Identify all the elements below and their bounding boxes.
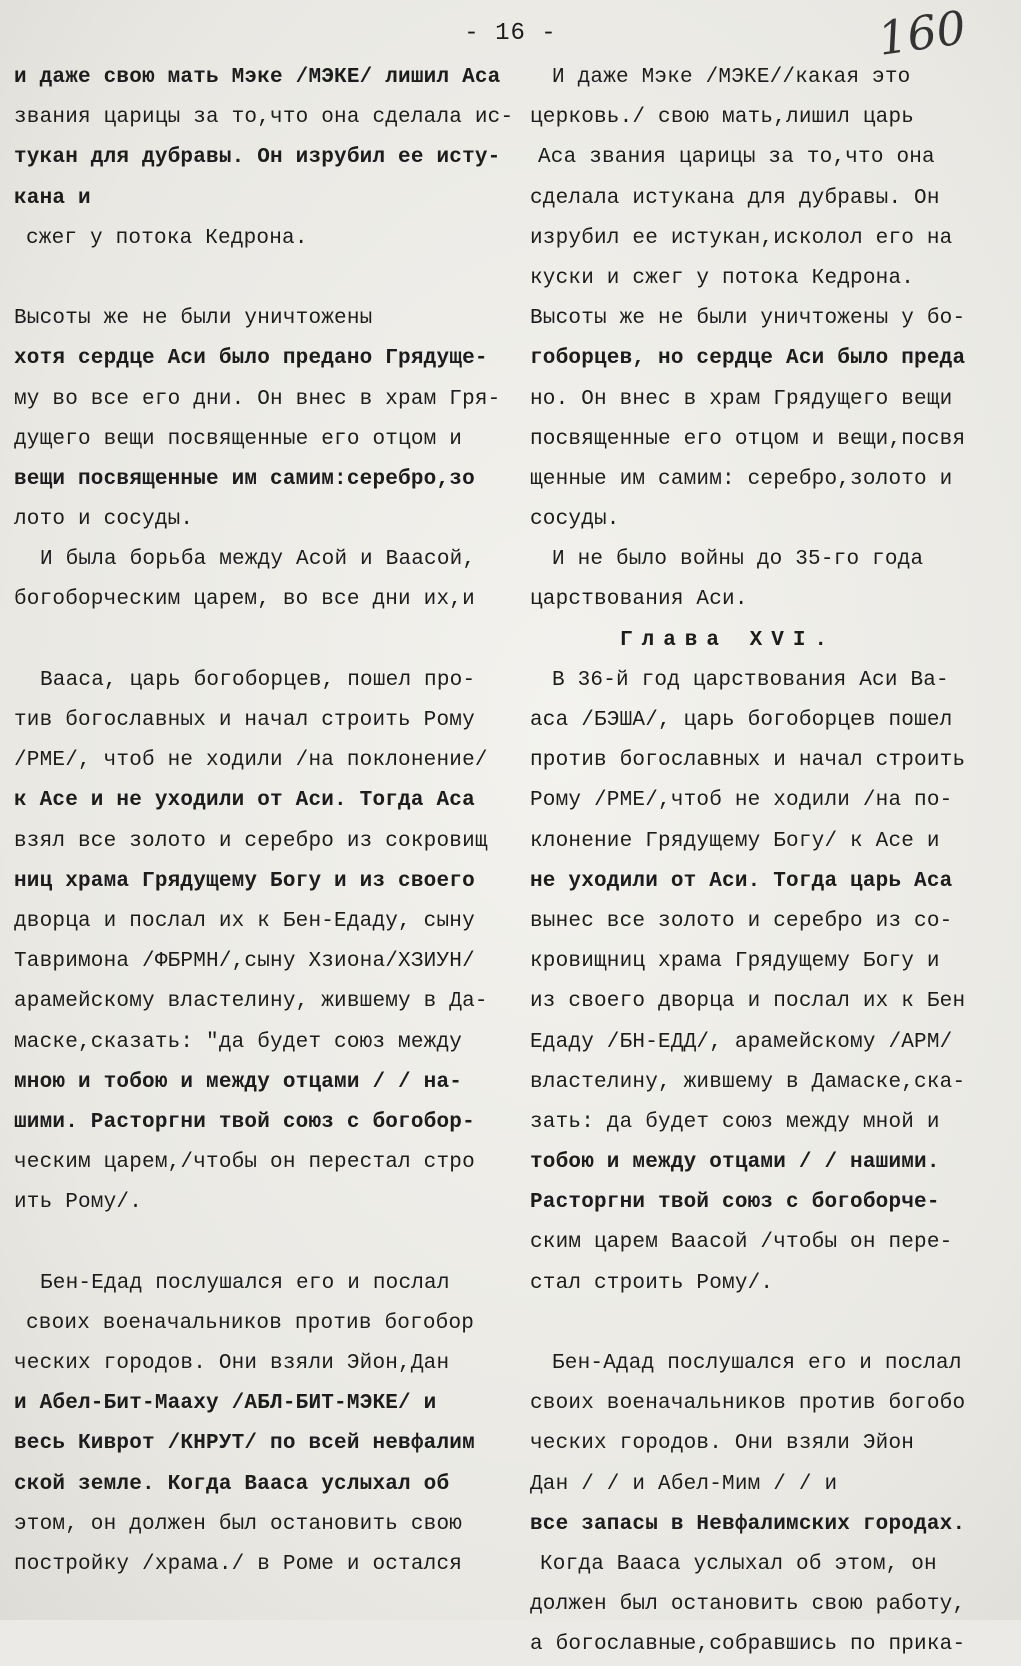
text-line: изрубил ее истукан,исколол его на [530, 226, 953, 250]
left-column [14, 58, 514, 1585]
text-line: ниц храма Грядущему Богу и из своего [14, 869, 475, 893]
text-line: ским царем Ваасой /чтобы он пере- [530, 1231, 953, 1255]
text-line: клонение Грядущему Богу/ к Асе и [530, 829, 940, 853]
page-number: - 16 - [464, 20, 557, 47]
text-line: Глава XVI. [620, 628, 837, 652]
text-line: Вааса, царь богоборцев, пошел про- [40, 668, 476, 692]
text-line: дущего вещи посвященные его отцом и [14, 427, 463, 451]
handwritten-folio-number: 160 [874, 0, 970, 66]
text-line: аса /БЭША/, царь богоборцев пошел [530, 709, 953, 732]
text-line [14, 621, 514, 661]
text-line: вещи посвященные им самим:серебро,зо [14, 467, 475, 491]
text-line: весь Киврот /КНРУТ/ по всей невфалим [14, 1432, 475, 1456]
text-line: но. Он внес в храм Грядущего вещи [530, 387, 953, 411]
text-line: должен был остановить свою работу, [530, 1593, 966, 1617]
text-line: хотя сердце Аси было предано Грядуще- [14, 347, 488, 371]
text-line: Высоты же не были уничтожены у бо- [530, 307, 966, 331]
text-line: к Асе и не уходили от Аси. Тогда Аса [14, 789, 475, 813]
text-line: Тавримона /ФБРМН/,сыну Хзиона/ХЗИУН/ [14, 950, 475, 974]
text-line: тукан для дубравы. Он изрубил ее исту- [14, 146, 501, 170]
text-line: вынес все золото и серебро из со- [530, 909, 953, 933]
text-line: лото и сосуды. [14, 508, 194, 532]
text-line: постройку /храма./ в Роме и остался [14, 1552, 463, 1576]
text-line: ческим царем,/чтобы он перестал стро [14, 1151, 475, 1175]
text-line: И не было войны до 35-го года [552, 548, 924, 572]
text-line: маске,сказать: "да будет союз между [14, 1030, 463, 1054]
text-line: Едаду /БН-ЕДД/, арамейскому /АРМ/ [530, 1030, 953, 1054]
text-line: Когда Вааса услыхал об этом, он [540, 1552, 937, 1576]
text-line: Аса звания царицы за то,что она [538, 146, 935, 170]
text-line: зать: да будет союз между мной и [530, 1110, 940, 1134]
text-line: ческих городов. Они взяли Эйон,Дан [14, 1352, 450, 1375]
text-line: Расторгни твой союз с богоборче- [530, 1191, 940, 1215]
text-line: Бен-Едад послушался его и послал [40, 1271, 450, 1295]
text-line: тобою и между отцами / / нашими. [530, 1151, 940, 1175]
text-line: И даже Мэке /МЭКЕ//какая это [552, 66, 911, 89]
text-line: Высоты же не были уничтожены [14, 307, 373, 331]
text-line: и Абел-Бит-Мааху /АБЛ-БИТ-МЭКЕ/ и [14, 1392, 437, 1416]
text-line: и даже свою мать Мэке /МЭКЕ/ лишил Аса [14, 66, 501, 89]
text-line: сжег у потока Кедрона. [26, 226, 308, 250]
text-line: а богославные,собравшись по прика- [530, 1633, 966, 1657]
text-line: /РМЕ/, чтоб не ходили /на поклонение/ [14, 749, 488, 773]
text-line [14, 1223, 514, 1263]
text-line: этом, он должен был остановить свою [14, 1512, 463, 1536]
text-line: властелину, жившему в Дамаске,ска- [530, 1070, 966, 1094]
text-line: своих военачальников против богобо [530, 1392, 966, 1416]
text-line: взял все золото и серебро из сокровищ [14, 829, 488, 853]
text-line: из своего дворца и послал их к Бен [530, 990, 966, 1014]
text-line: ить Рому/. [14, 1191, 143, 1215]
text-line: против богославных и начал строить [530, 749, 966, 773]
text-line: богоборческим царем, во все дни их,и [14, 588, 475, 612]
text-line: кана и [14, 186, 91, 210]
text-line: куски и сжег у потока Кедрона. [530, 266, 915, 290]
text-line: шими. Расторгни твой союз с богобор- [14, 1110, 475, 1134]
text-line: стал строить Рому/. [530, 1271, 774, 1295]
text-line: дворца и послал их к Бен-Едаду, сыну [14, 909, 475, 933]
text-line: му во все его дни. Он внес в храм Гря- [14, 387, 501, 411]
text-line: сосуды. [530, 508, 620, 532]
text-line: сделала истукана для дубравы. Он [530, 186, 940, 210]
text-line: не уходили от Аси. Тогда царь Аса [530, 869, 953, 893]
text-line: И была борьба между Асой и Ваасой, [40, 548, 476, 572]
text-line: все запасы в Невфалимских городах. [530, 1512, 966, 1536]
text-line: кровищниц храма Грядущему Богу и [530, 950, 940, 974]
text-line: мною и тобою и между отцами / / на- [14, 1070, 463, 1094]
text-line: В 36-й год царствования Аси Ва- [552, 668, 949, 692]
text-line: тив богославных и начал строить Рому [14, 709, 475, 732]
text-line: церковь./ свою мать,лишил царь [530, 106, 915, 130]
text-line: гоборцев, но сердце Аси было преда [530, 347, 966, 371]
text-line [530, 1304, 1010, 1344]
text-line: ческих городов. Они взяли Эйон [530, 1432, 915, 1456]
right-column [530, 58, 1010, 1666]
text-line: ской земле. Когда Вааса услыхал об [14, 1472, 450, 1496]
text-line: царствования Аси. [530, 588, 748, 612]
text-line: звания царицы за то,что она сделала ис- [14, 106, 514, 130]
text-line: Рому /РМЕ/,чтоб не ходили /на по- [530, 789, 953, 813]
text-line: Бен-Адад послушался его и послал [552, 1352, 962, 1375]
text-line: посвященные его отцом и вещи,посвя [530, 427, 966, 451]
text-line: щенные им самим: серебро,золото и [530, 467, 953, 491]
text-line [14, 259, 514, 299]
text-line: арамейскому властелину, жившему в Да- [14, 990, 488, 1014]
text-line: своих военачальников против богобор [26, 1311, 475, 1335]
text-line: Дан / / и Абел-Мим / / и [530, 1472, 838, 1496]
